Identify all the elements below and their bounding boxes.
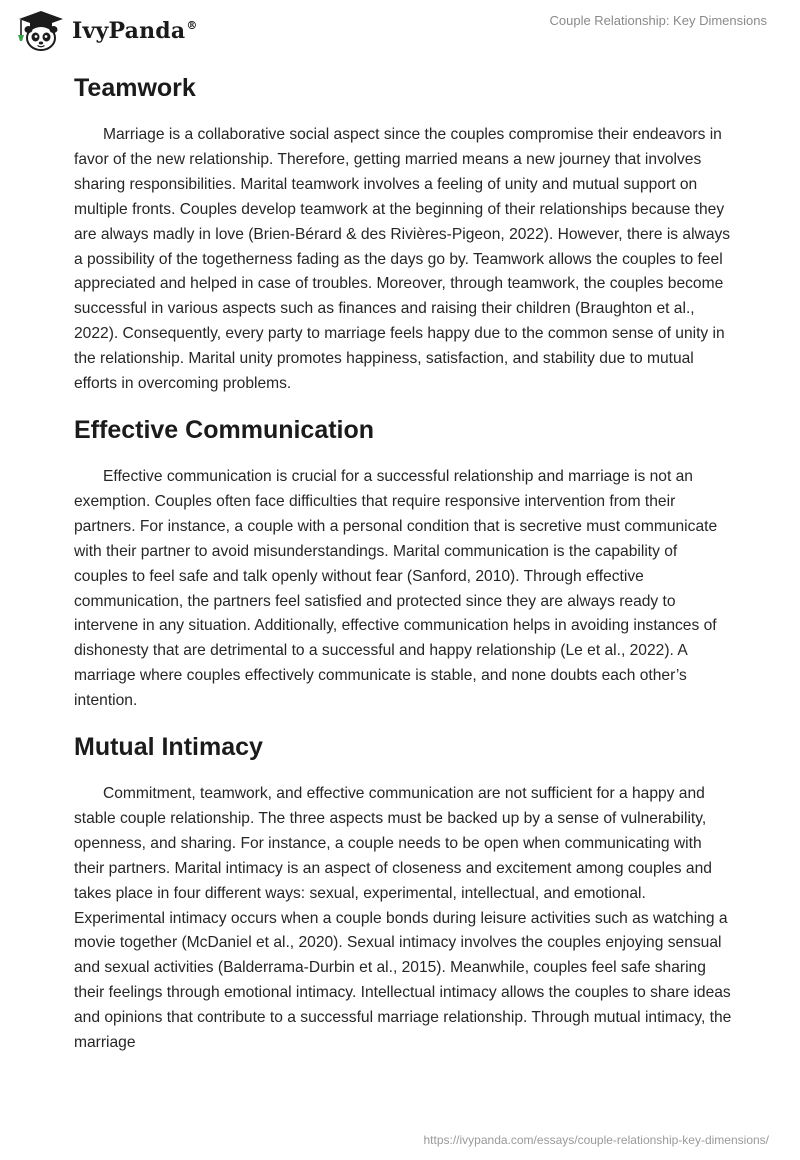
source-url[interactable]: https://ivypanda.com/essays/couple-relationship-key-dimensions/ [423, 1133, 769, 1147]
section-heading-mutual-intimacy: Mutual Intimacy [74, 733, 263, 762]
document-title: Couple Relationship: Key Dimensions [549, 13, 767, 28]
section-body-mutual-intimacy: Commitment, teamwork, and effective communication are not sufficient for a happy and stable couple relationship. The three aspects must be backed up by a sense of vulnerability, openness, and sharing. For instance, a couple needs to be open when communicating with their partners. Marital intimacy is an aspect of closeness and excitement among couples and takes place in four different ways: sexual, experimental, intellectual, and emotional. Experimental intimacy occurs when a couple bonds during leisure activities such as watching a movie together (McDaniel et al., 2020). Sexual intimacy involves the couples enjoying sensual and sexual activities (Balderrama-Durbin et al., 2015). Meanwhile, couples feel safe sharing their feelings through emotional intimacy. Intellectual intimacy allows the couples to share ideas and opinions that contribute to a successful marriage relationship. Through mutual intimacy, the marriage [74, 785, 732, 1052]
essay-content [74, 68, 734, 1056]
brand-name: IvyPanda® [72, 18, 198, 44]
section-body-teamwork: Marriage is a collaborative social aspect since the couples compromise their endeavors in favor of the new relationship. Therefore, getting married means a new journey that involves sharing responsibilities. Marital teamwork involves a feeling of unity and mutual support on multiple fronts. Couples develop teamwork at the beginning of their relationships because they are always madly in love (Brien-Bérard & des Rivières-Pigeon, 2022). However, there is always a possibility of the togetherness fading as the days go by. Teamwork allows the couples to feel appreciated and helped in case of troubles. Moreover, through teamwork, the couples become successful in various aspects such as finances and raising their children (Braughton et al., 2022). Consequently, every party to marriage feels happy due to the common sense of unity in the relationship. Marital unity promotes happiness, satisfaction, and stability due to mutual efforts in overcoming problems. [74, 126, 731, 393]
section-heading-teamwork: Teamwork [74, 74, 196, 102]
brand-logo[interactable] [16, 9, 198, 53]
panda-graduation-cap-icon [16, 9, 66, 53]
page-header [0, 0, 800, 62]
section-body-effective-communication: Effective communication is crucial for a successful relationship and marriage is not an exemption. Couples often face difficulties that require responsive intervention from their partners. For instance, a couple with a personal condition that is secretive must communicate with their partner to avoid misunderstandings. Marital communication is the capability of couples to feel safe and talk openly without fear (Sanford, 2010). Through effective communication, the partners feel satisfied and protected since they are always ready to intervene in any situation. Additionally, effective communication helps in avoiding instances of dishonesty that are detrimental to a successful and happy relationship (Le et al., 2022). A marriage where couples effectively communicate is stable, and none doubts each other’s intention. [74, 467, 718, 710]
section-heading-effective-communication: Effective Communication [74, 415, 375, 444]
